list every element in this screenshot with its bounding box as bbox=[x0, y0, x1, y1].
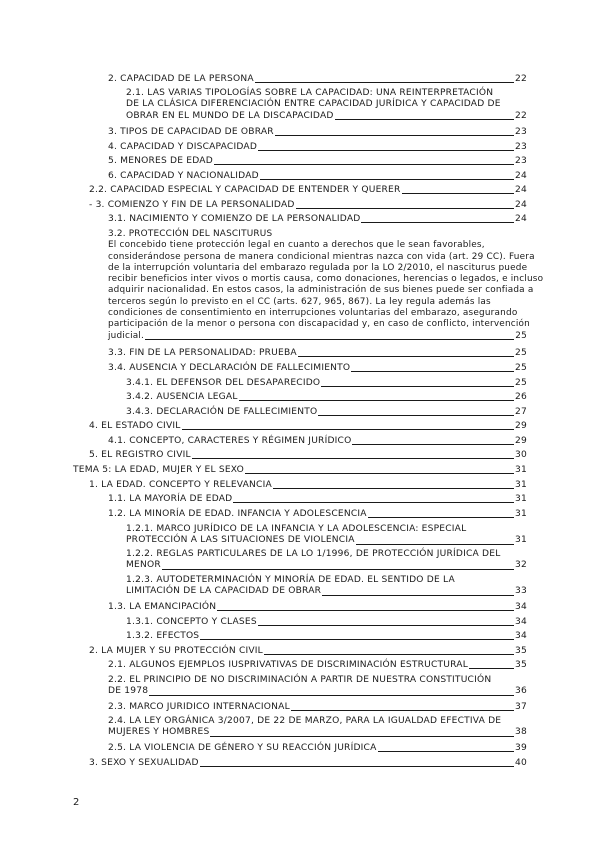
toc-entry-label: 1.3.1. CONCEPTO Y CLASES bbox=[126, 617, 257, 627]
toc-entry[interactable] bbox=[108, 348, 527, 359]
toc-entry[interactable] bbox=[108, 127, 527, 138]
dot-leader bbox=[275, 134, 514, 136]
toc-entry-label: 5. MENORES DE EDAD bbox=[108, 156, 213, 166]
dot-leader bbox=[214, 163, 514, 165]
toc-entry-text: terceros según lo previsto en el CC (arts. 627, 965, 867). La ley regula además las bbox=[108, 296, 491, 307]
toc-entry[interactable] bbox=[126, 524, 527, 547]
toc-entry-label: 2.4. LA LEY ORGÁNICA 3/2007, DE 22 DE MARZO, PARA LA IGUALDAD EFECTIVA DE bbox=[108, 716, 502, 726]
toc-entry-label: 3.4.2. AUSENCIA LEGAL bbox=[126, 392, 238, 402]
toc-entry-text: considerándose persona de manera condicional mientras nazca con vida (art. 29 CC). Fuera bbox=[108, 251, 535, 262]
toc-entry[interactable] bbox=[108, 436, 527, 447]
toc-entry-label: 4. EL ESTADO CIVIL bbox=[89, 421, 181, 431]
toc-page-number: 25 bbox=[515, 330, 527, 341]
toc-entry-text: recibir beneficios inter vivos o mortis causa, como donaciones, herencias o legados, e incluso bbox=[108, 274, 544, 285]
toc-page-number: 24 bbox=[515, 185, 527, 195]
toc-entry-text: adquirir nacionalidad. En estos casos, la administración de sus bienes puede ser confiada a bbox=[108, 285, 534, 296]
toc-entry-label: 1.2.2. REGLAS PARTICULARES DE LA LO 1/1996, DE PROTECCIÓN JURÍDICA DEL bbox=[126, 549, 501, 559]
toc-entry[interactable] bbox=[108, 142, 527, 153]
toc-page-number: 31 bbox=[515, 465, 527, 475]
dot-leader bbox=[149, 694, 514, 696]
toc-entry[interactable] bbox=[108, 716, 527, 739]
dot-leader bbox=[378, 750, 514, 752]
toc-entry[interactable] bbox=[89, 450, 527, 461]
toc-entry-label: 2.3. MARCO JURIDICO INTERNACIONAL bbox=[108, 702, 290, 712]
toc-page-number: 40 bbox=[515, 758, 527, 768]
dot-leader bbox=[298, 355, 514, 357]
toc-entry[interactable] bbox=[108, 743, 527, 754]
toc-entry-label: 2. CAPACIDAD DE LA PERSONA bbox=[108, 74, 254, 84]
toc-entry[interactable] bbox=[89, 185, 527, 196]
toc-entry-label: 3.3. FIN DE LA PERSONALIDAD: PRUEBA bbox=[108, 348, 297, 358]
toc-entry[interactable] bbox=[108, 229, 544, 342]
dot-leader bbox=[260, 178, 514, 180]
toc-entry-text: judicial. bbox=[108, 330, 145, 341]
toc-entry-text: de la interrupción voluntaria del embarazo regulada por la LO 2/2010, el nasciturus puede bbox=[108, 262, 528, 273]
toc-entry-label: 2.2. EL PRINCIPIO DE NO DISCRIMINACIÓN A PARTIR DE NUESTRA CONSTITUCIÓN bbox=[108, 675, 492, 685]
toc-entry-text: El concebido tiene protección legal en cuanto a derechos que le sean favorables, bbox=[108, 240, 485, 251]
toc-entry[interactable] bbox=[126, 549, 527, 572]
toc-entry-label: 1.2.3. AUTODETERMINACIÓN Y MINORÍA DE EDAD. EL SENTIDO DE LA bbox=[126, 575, 455, 585]
dot-leader bbox=[217, 609, 514, 611]
toc-entry-label: 3.4.1. EL DEFENSOR DEL DESAPARECIDO bbox=[126, 378, 321, 388]
toc-entry[interactable] bbox=[126, 631, 527, 642]
toc-page-number: 35 bbox=[515, 646, 527, 656]
toc-entry-text: condiciones de consentimiento en interrupciones voluntarias del embarazo, asegurando bbox=[108, 308, 518, 319]
toc-entry-label: 1.2. LA MINORÍA DE EDAD. INFANCIA Y ADOLESCENCIA bbox=[108, 509, 367, 519]
dot-leader bbox=[255, 81, 514, 83]
toc-entry[interactable] bbox=[126, 575, 527, 598]
toc-entry-label: 5. EL REGISTRO CIVIL bbox=[89, 450, 191, 460]
toc-entry[interactable] bbox=[108, 214, 527, 225]
toc-page-number: 34 bbox=[515, 602, 527, 612]
toc-entry-label: 3.1. NACIMIENTO Y COMIENZO DE LA PERSONALIDAD bbox=[108, 214, 361, 224]
toc-entry[interactable] bbox=[108, 494, 527, 505]
toc-entry[interactable] bbox=[126, 407, 527, 418]
toc-page-number: 23 bbox=[515, 142, 527, 152]
toc-page-number: 31 bbox=[515, 494, 527, 504]
toc-entry-label: 2. LA MUJER Y SU PROTECCIÓN CIVIL bbox=[89, 646, 263, 656]
dot-leader bbox=[368, 516, 514, 518]
dot-leader bbox=[210, 735, 514, 737]
dot-leader bbox=[162, 568, 514, 570]
dot-leader bbox=[352, 443, 514, 445]
toc-page-number: 37 bbox=[515, 702, 527, 712]
dot-leader bbox=[233, 501, 514, 503]
dot-leader bbox=[318, 414, 514, 416]
dot-leader bbox=[200, 638, 514, 640]
toc-entry[interactable] bbox=[108, 702, 527, 713]
dot-leader bbox=[291, 709, 514, 711]
toc-entry[interactable] bbox=[108, 171, 527, 182]
dot-leader bbox=[321, 385, 514, 387]
toc-entry[interactable] bbox=[108, 156, 527, 167]
toc-entry[interactable] bbox=[73, 465, 527, 476]
dot-leader bbox=[296, 207, 514, 209]
toc-entry-label: 3. SEXO Y SEXUALIDAD bbox=[89, 758, 199, 768]
dot-leader bbox=[245, 472, 514, 474]
toc-page-number: 23 bbox=[515, 127, 527, 137]
dot-leader bbox=[182, 428, 514, 430]
dot-leader bbox=[351, 370, 514, 372]
toc-entry[interactable] bbox=[89, 200, 527, 211]
toc-page-number: 36 bbox=[515, 686, 527, 697]
toc-page-number: 26 bbox=[515, 392, 527, 402]
toc-page-number: 35 bbox=[515, 660, 527, 670]
toc-page-number: 31 bbox=[515, 480, 527, 490]
toc-entry-label: 3. TIPOS DE CAPACIDAD DE OBRAR bbox=[108, 127, 274, 137]
dot-leader bbox=[335, 118, 514, 120]
toc-entry[interactable] bbox=[89, 646, 527, 657]
toc-entry-label: 2.1. ALGUNOS EJEMPLOS IUSPRIVATIVAS DE DISCRIMINACIÓN ESTRUCTURAL bbox=[108, 660, 468, 670]
toc-entry-text: LIMITACIÓN DE LA CAPACIDAD DE OBRAR bbox=[126, 586, 322, 597]
toc-page-number: 24 bbox=[515, 200, 527, 210]
toc-page-number: 27 bbox=[515, 407, 527, 417]
toc-entry-label: 1.1. LA MAYORÍA DE EDAD bbox=[108, 494, 233, 504]
toc-page-number: 29 bbox=[515, 436, 527, 446]
toc-page-number: 30 bbox=[515, 450, 527, 460]
toc-entry-label: 2.5. LA VIOLENCIA DE GÉNERO Y SU REACCIÓN JURÍDICA bbox=[108, 743, 377, 753]
toc-page-number: 39 bbox=[515, 743, 527, 753]
toc-entry[interactable] bbox=[89, 421, 527, 432]
toc-entry[interactable] bbox=[126, 88, 527, 122]
dot-leader bbox=[258, 624, 514, 626]
dot-leader bbox=[273, 487, 514, 489]
toc-entry[interactable] bbox=[108, 509, 527, 520]
toc-entry-label: 3.4. AUSENCIA Y DECLARACIÓN DE FALLECIMIENTO bbox=[108, 363, 351, 373]
toc-entry-text: DE 1978 bbox=[108, 686, 149, 697]
toc-entry-label: 1.2.1. MARCO JURÍDICO DE LA INFANCIA Y LA ADOLESCENCIA: ESPECIAL bbox=[126, 524, 467, 534]
toc-entry[interactable] bbox=[89, 480, 527, 491]
toc-page-number: 33 bbox=[515, 586, 527, 597]
toc-entry-label: 1. LA EDAD. CONCEPTO Y RELEVANCIA bbox=[89, 480, 272, 490]
toc-page-number: 22 bbox=[515, 110, 527, 121]
toc-page-number: 34 bbox=[515, 617, 527, 627]
toc-page-number: 25 bbox=[515, 363, 527, 373]
dot-leader bbox=[239, 399, 514, 401]
toc-entry-text: participación de la menor o persona con discapacidad y, en caso de conflicto, intervención bbox=[108, 319, 530, 330]
toc-entry-text: MUJERES Y HOMBRES bbox=[108, 727, 210, 738]
toc-page-number: 24 bbox=[515, 171, 527, 181]
toc-page-number: 38 bbox=[515, 727, 527, 738]
toc-entry-text: MENOR bbox=[126, 560, 161, 571]
toc-page-number: 32 bbox=[515, 560, 527, 571]
toc-entry[interactable] bbox=[108, 363, 527, 374]
toc-page-number: 34 bbox=[515, 631, 527, 641]
toc-entry-label: TEMA 5: LA EDAD, MUJER Y EL SEXO bbox=[73, 465, 244, 475]
toc-entry-label: 6. CAPACIDAD Y NACIONALIDAD bbox=[108, 171, 259, 181]
toc-entry[interactable] bbox=[108, 660, 527, 671]
dot-leader bbox=[361, 221, 514, 223]
toc-entry-label: - 3. COMIENZO Y FIN DE LA PERSONALIDAD bbox=[89, 200, 295, 210]
dot-leader bbox=[200, 765, 514, 767]
toc-entry-label: 3.2. PROTECCIÓN DEL NASCITURUS bbox=[108, 229, 273, 239]
dot-leader bbox=[469, 667, 514, 669]
toc-entry[interactable] bbox=[108, 74, 527, 85]
dot-leader bbox=[145, 338, 514, 340]
dot-leader bbox=[192, 457, 514, 459]
toc-entry[interactable] bbox=[126, 392, 527, 403]
toc-page-number: 31 bbox=[515, 509, 527, 519]
dot-leader bbox=[402, 192, 514, 194]
toc-entry-label: 1.3.2. EFECTOS bbox=[126, 631, 200, 641]
toc-entry-text: DE LA CLÁSICA DIFERENCIACIÓN ENTRE CAPACIDAD JURÍDICA Y CAPACIDAD DE bbox=[126, 99, 501, 110]
toc-entry-label: 4.1. CONCEPTO, CARACTERES Y RÉGIMEN JURÍDICO bbox=[108, 436, 352, 446]
toc-entry[interactable] bbox=[108, 602, 527, 613]
dot-leader bbox=[264, 653, 514, 655]
toc-page-number: 24 bbox=[515, 214, 527, 224]
toc-page-number: 22 bbox=[515, 74, 527, 84]
toc-page-number: 23 bbox=[515, 156, 527, 166]
toc-page-number: 31 bbox=[515, 535, 527, 546]
toc-entry[interactable] bbox=[126, 378, 527, 389]
dot-leader bbox=[258, 149, 514, 151]
toc-page-number: 25 bbox=[515, 378, 527, 388]
toc-entry-label: 3.4.3. DECLARACIÓN DE FALLECIMIENTO bbox=[126, 407, 318, 417]
toc-entry[interactable] bbox=[108, 675, 527, 698]
toc-entry-text: PROTECCIÓN A LAS SITUACIONES DE VIOLENCIA bbox=[126, 535, 355, 546]
toc-entry-text: OBRAR EN EL MUNDO DE LA DISCAPACIDAD bbox=[126, 110, 334, 121]
page-number: 2 bbox=[73, 797, 80, 808]
toc-page-number: 29 bbox=[515, 421, 527, 431]
toc-entry-label: 2.1. LAS VARIAS TIPOLOGÍAS SOBRE LA CAPACIDAD: UNA REINTERPRETACIÓN bbox=[126, 88, 494, 98]
toc-entry-label: 4. CAPACIDAD Y DISCAPACIDAD bbox=[108, 142, 258, 152]
toc-entry[interactable] bbox=[126, 617, 527, 628]
toc-entry-label: 2.2. CAPACIDAD ESPECIAL Y CAPACIDAD DE ENTENDER Y QUERER bbox=[89, 185, 401, 195]
dot-leader bbox=[356, 543, 514, 545]
toc-page-number: 25 bbox=[515, 348, 527, 358]
toc-entry-label: 1.3. LA EMANCIPACIÓN bbox=[108, 602, 217, 612]
dot-leader bbox=[322, 594, 514, 596]
toc-entry[interactable] bbox=[89, 758, 527, 769]
